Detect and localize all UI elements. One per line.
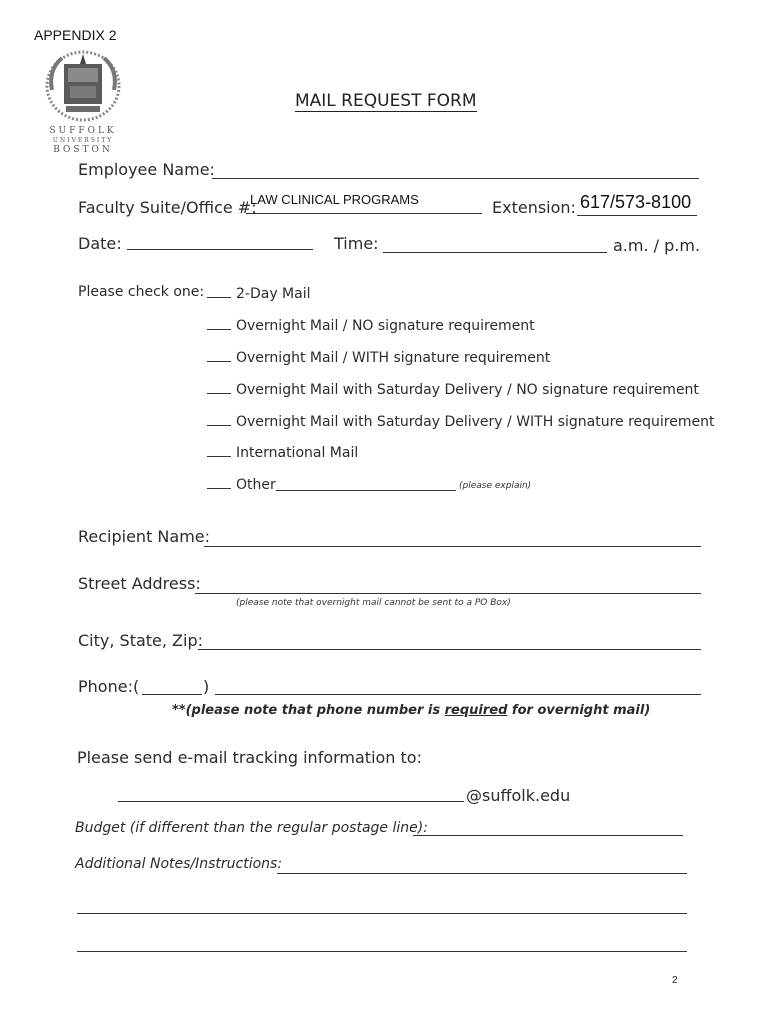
notes-label: Additional Notes/Instructions: [75,856,283,872]
checkbox-blank[interactable] [207,413,231,426]
recipient-name-label: Recipient Name: [78,527,211,546]
checkbox-blank[interactable] [207,285,231,298]
faculty-suite-label: Faculty Suite/Office #: [78,198,257,217]
page-title: MAIL REQUEST FORM [295,91,477,111]
option-saturday-with-sig[interactable] [207,413,714,430]
note-text: for overnight mail) [507,703,651,718]
page-number: 2 [672,975,678,986]
phone-paren-close: ) [203,677,210,696]
tracking-email-field[interactable] [118,801,464,802]
street-address-field[interactable] [195,593,701,594]
city-state-zip-label: City, State, Zip: [78,631,204,650]
employee-name-field[interactable] [212,178,699,179]
notes-field[interactable] [277,873,687,874]
recipient-name-field[interactable] [204,546,701,547]
option-label: Other [236,477,276,493]
phone-area-code-field[interactable] [142,694,202,695]
university-name-line: SUFFOLK [49,126,117,136]
checkbox-blank[interactable] [207,317,231,330]
faculty-suite-field[interactable] [246,213,482,214]
option-label: 2-Day Mail [236,286,311,302]
option-other[interactable] [207,476,276,493]
university-name-line: BOSTON [53,145,113,155]
other-explain-note: (please explain) [459,481,532,491]
notes-field-line-3[interactable] [77,951,687,952]
appendix-label: APPENDIX 2 [34,27,117,43]
email-domain: @suffolk.edu [466,786,571,805]
option-label: International Mail [236,445,359,461]
date-label: Date: [78,234,122,253]
extension-label: Extension: [492,198,576,217]
notes-field-line-2[interactable] [77,913,687,914]
street-address-note: (please note that overnight mail cannot be sent to a PO Box) [236,598,511,608]
faculty-suite-value: LAW CLINICAL PROGRAMS [250,192,419,207]
note-text: **(please note that phone number is [172,703,445,718]
ampm-label: a.m. / p.m. [613,236,701,255]
checkbox-blank[interactable] [207,349,231,362]
option-overnight-with-sig[interactable] [207,349,550,366]
employee-name-label: Employee Name: [78,160,215,179]
extension-field[interactable] [577,215,697,216]
street-address-label: Street Address: [78,574,201,593]
date-field[interactable] [127,249,313,250]
option-saturday-no-sig[interactable] [207,381,699,398]
phone-number-field[interactable] [215,694,701,695]
other-explain-field[interactable] [276,490,456,491]
university-name-line: UNIVERSITY [52,137,114,144]
budget-field[interactable] [413,835,683,836]
checkbox-blank[interactable] [207,381,231,394]
option-label: Overnight Mail / WITH signature requirement [236,350,551,366]
checkbox-blank[interactable] [207,476,231,489]
phone-required-note [172,703,650,718]
option-label: Overnight Mail with Saturday Delivery / NO signature requirement [236,382,699,398]
city-state-zip-field[interactable] [198,649,701,650]
time-field[interactable] [383,252,607,253]
tracking-label: Please send e-mail tracking information to: [77,748,422,767]
option-label: Overnight Mail / NO signature requirement [236,318,535,334]
option-2day[interactable] [207,285,311,302]
time-label: Time: [334,234,379,253]
option-overnight-no-sig[interactable] [207,317,535,334]
extension-value: 617/573-8100 [580,192,692,212]
checkbox-blank[interactable] [207,444,231,457]
option-international[interactable] [207,444,358,461]
phone-label: Phone:( [78,677,140,696]
budget-label: Budget (if different than the regular postage line): [75,820,428,836]
university-seal-icon [44,50,122,122]
option-label: Overnight Mail with Saturday Delivery / WITH signature requirement [236,414,715,430]
check-one-label: Please check one: [78,284,205,300]
note-required-word: required [444,703,508,718]
